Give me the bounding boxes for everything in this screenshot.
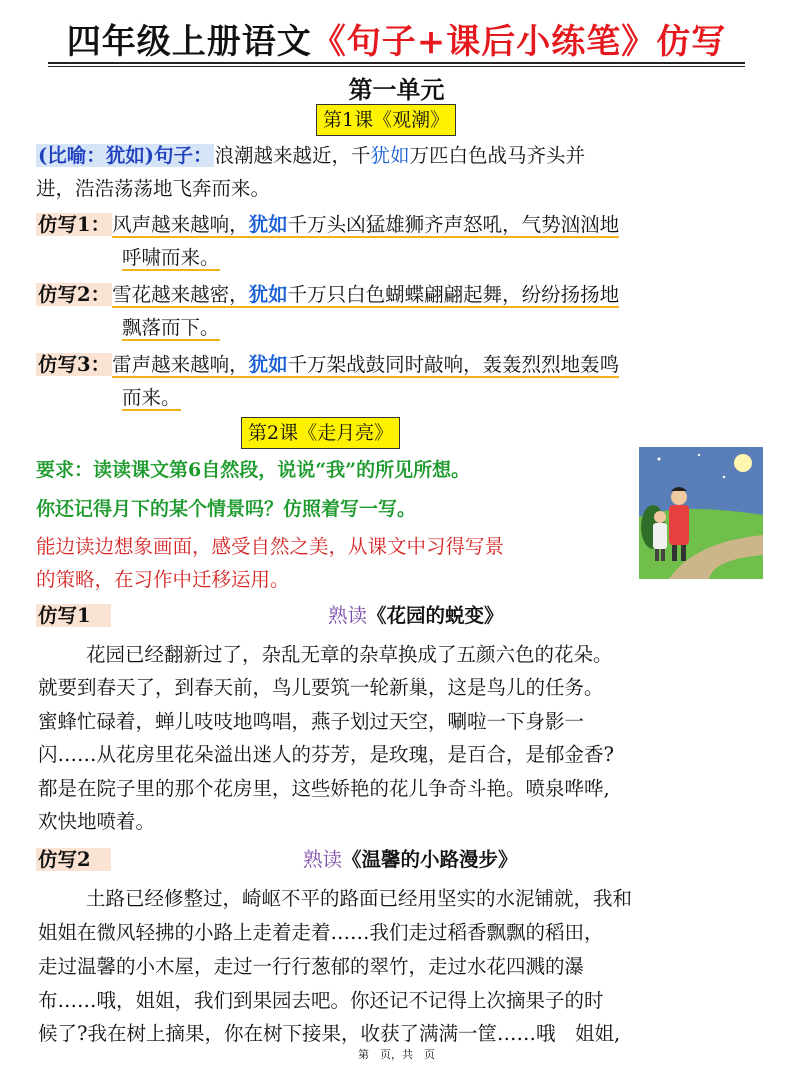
requirement-line1: 要求：读读课文第6自然段，说说“我”的所见所想。: [36, 459, 471, 481]
goal-line1: 能边读边想象画面，感受自然之美，从课文中习得写景: [36, 535, 505, 558]
imitation1-keyword: 犹如: [248, 213, 288, 236]
imitation3-text-l2: 而来。: [122, 386, 181, 409]
writing1-line6: 欢快地喷着。: [38, 810, 156, 833]
imitation3-text-a: 雷声越来越响，: [112, 353, 249, 376]
unit-heading: 第一单元: [348, 75, 445, 104]
title-highlight: 《句子+课后小练笔》仿写: [311, 22, 727, 62]
writing1-label: 仿写1: [36, 604, 111, 627]
goal-line2: 的策略，在习作中迁移运用。: [36, 568, 290, 591]
star-icon: [698, 454, 700, 456]
imitation2-text-b: 千万只白色蝴蝶翩翩起舞，纷纷扬扬地: [287, 283, 620, 306]
writing1-title-row: [328, 601, 504, 631]
imitation1-label: 仿写1：: [38, 213, 111, 236]
imitation2-label: 仿写2：: [38, 283, 111, 306]
source-sentence-line1: [36, 141, 585, 171]
imitation3-line1: [36, 350, 619, 380]
imitation1-text-b: 千万头凶猛雄狮齐声怒吼，气势汹汹地: [287, 213, 620, 236]
mother-head: [671, 489, 687, 505]
mother-figure: [669, 505, 689, 545]
imitation2-text-a: 雪花越来越密，: [112, 283, 249, 306]
requirement-line2: 你还记得月下的某个情景吗？仿照着写一写。: [36, 498, 417, 520]
child-leg: [661, 549, 665, 561]
writing2-line4: 布……哦，姐姐，我们到果园去吧。你还记不记得上次摘果子的时: [38, 989, 604, 1012]
child-leg: [655, 549, 659, 561]
writing2-line1: 土路已经修整过，崎岖不平的路面已经用坚实的水泥铺就，我和: [86, 887, 633, 910]
child-figure: [653, 523, 667, 549]
writing2-line5: 候了?我在树上摘果，你在树下接果，收获了满满一筐……哦 姐姐,: [38, 1022, 621, 1045]
child-head: [654, 511, 666, 523]
imitation2-line2: [122, 313, 220, 343]
page-footer: 第 页，共 页: [358, 1048, 435, 1061]
imitation1-text-l2: 呼啸而来。: [122, 246, 220, 269]
imitation3-text-b: 千万架战鼓同时敲响，轰轰烈烈地轰鸣: [287, 353, 620, 376]
lesson1-label: 第1课《观潮》: [316, 104, 456, 136]
source-text-a: 浪潮越来越近，千: [214, 144, 371, 167]
writing2-title: 《温馨的小路漫步》: [342, 848, 518, 871]
star-icon: [658, 458, 661, 461]
page-title: [0, 14, 793, 63]
imitation1-text-a: 风声越来越响，: [112, 213, 249, 236]
moonlit-walk-illustration: [639, 447, 763, 579]
writing1-line1: 花园已经翻新过了，杂乱无章的杂草换成了五颜六色的花朵。: [86, 643, 613, 666]
mother-leg: [681, 545, 686, 561]
imitation2-text-l2: 飘落而下。: [122, 316, 220, 339]
writing1-line4: 闪……从花房里花朵溢出迷人的芬芳，是玫瑰，是百合，是郁金香?: [38, 743, 614, 766]
writing2-title-row: [303, 845, 518, 875]
imitation3-keyword: 犹如: [248, 353, 288, 376]
writing1-line3: 蜜蜂忙碌着，蝉儿吱吱地鸣唱，燕子划过天空，唰啦一下身影一: [38, 710, 585, 733]
source-tag: (比喻：犹如)句子：: [38, 144, 213, 167]
imitation1-line2: [122, 243, 220, 273]
writing2-line2: 姐姐在微风轻拂的小路上走着走着……我们走过稻香飘飘的稻田，: [38, 921, 604, 944]
writing1-line5: 都是在院子里的那个花房里，这些娇艳的花儿争奇斗艳。喷泉哗哗,: [38, 777, 610, 800]
mother-leg: [672, 545, 677, 561]
moon-icon: [734, 454, 752, 472]
title-rule-thin: [48, 66, 745, 67]
imitation2-keyword: 犹如: [248, 283, 288, 306]
writing2-label-row: [36, 845, 111, 875]
source-sentence-line2: 进，浩浩荡荡地飞奔而来。: [36, 177, 271, 200]
lesson2-label: 第2课《走月亮》: [241, 417, 400, 449]
writing1-label-row: [36, 601, 111, 631]
writing1-line2: 就要到春天了，到春天前，鸟儿要筑一轮新巢，这是鸟儿的任务。: [38, 676, 604, 699]
source-text-b: 万匹白色战马齐头并: [409, 144, 585, 167]
star-icon: [723, 476, 725, 478]
writing1-title: 《花园的蜕变》: [367, 604, 504, 627]
source-keyword: 犹如: [370, 144, 410, 167]
writing1-shudu: 熟读: [328, 604, 368, 627]
title-rule-thick: [48, 62, 745, 64]
writing2-shudu: 熟读: [303, 848, 343, 871]
writing2-label: 仿写2: [36, 848, 111, 871]
imitation2-line1: [36, 280, 619, 310]
imitation3-line2: [122, 383, 181, 413]
imitation1-line1: [36, 210, 619, 240]
imitation3-label: 仿写3：: [38, 353, 111, 376]
writing2-line3: 走过温馨的小木屋，走过一行行葱郁的翠竹，走过水花四溅的瀑: [38, 955, 585, 978]
title-plain: 四年级上册语文: [66, 22, 312, 62]
